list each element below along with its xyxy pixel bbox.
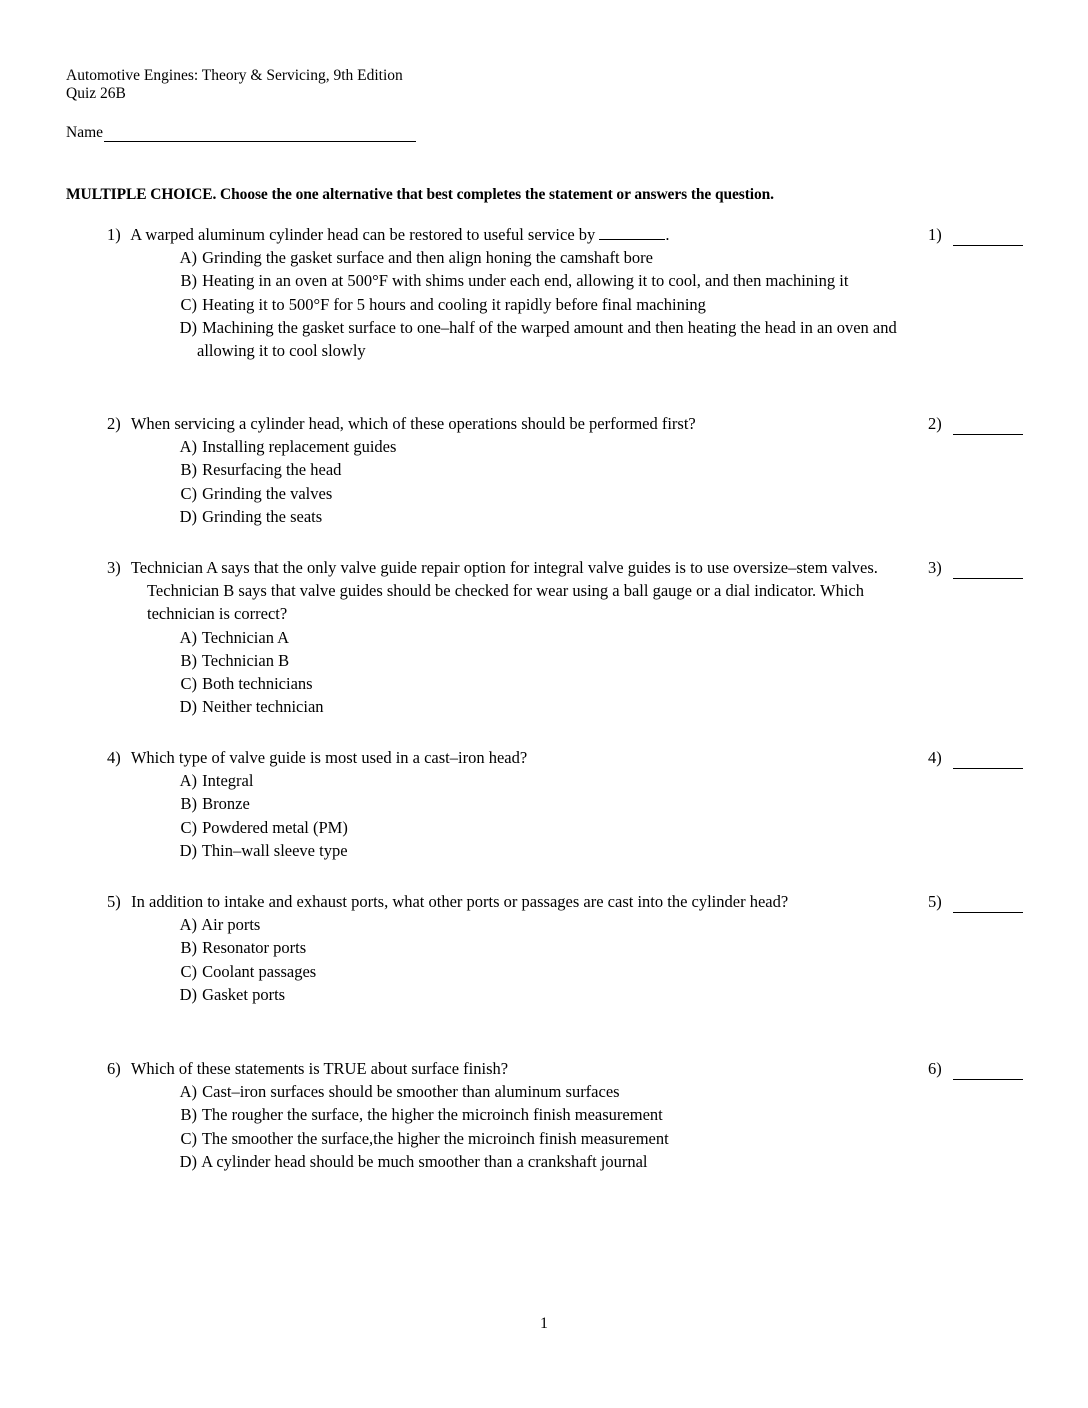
choice-letter: A) — [179, 915, 197, 935]
choice-text: Bronze — [202, 794, 250, 814]
choice-c[interactable] — [127, 672, 897, 695]
question-text: When servicing a cylinder head, which of these operations should be performed first? — [130, 414, 696, 433]
answer-label: 3) — [928, 558, 942, 577]
choice-text: Grinding the valves — [202, 483, 333, 503]
choice-text: A cylinder head should be much smoother than a crankshaft journal — [201, 1151, 648, 1171]
question-text: Which of these statements is TRUE about surface finish? — [130, 1059, 509, 1078]
choice-d[interactable] — [127, 316, 897, 362]
question-text: Technician A says that the only valve guide repair option for integral valve guides is to use oversize–stem valves. Technician B says that valve guides should be checked for wear using a ball gauge or a dial indicator. Which technician is correct? — [130, 558, 878, 624]
answer-label: 4) — [928, 748, 942, 767]
answer-label: 6) — [928, 1059, 942, 1078]
choice-letter: B) — [180, 794, 197, 814]
choice-letter: C) — [180, 961, 197, 981]
choice-letter: A) — [179, 248, 197, 268]
name-label: Name — [66, 124, 104, 141]
choice-d[interactable] — [127, 695, 897, 718]
choice-text: Resurfacing the head — [202, 460, 342, 480]
answer-slot-5 — [928, 890, 1023, 913]
choice-text: Technician B — [201, 650, 290, 670]
choice-text: Both technicians — [202, 674, 313, 694]
answer-blank[interactable] — [953, 1063, 1023, 1080]
answer-blank[interactable] — [953, 562, 1023, 579]
choice-letter: C) — [180, 817, 197, 837]
question-stem: 6) Which of these statements is TRUE about surface finish? — [107, 1059, 509, 1078]
answer-slot-3 — [928, 556, 1023, 579]
choice-letter: D) — [179, 984, 197, 1004]
answer-slot-4 — [928, 746, 1023, 769]
question-1 — [107, 223, 897, 362]
question-stem: 2) When servicing a cylinder head, which of these operations should be performed first? — [107, 414, 696, 433]
choice-a[interactable] — [127, 913, 897, 936]
choice-a[interactable] — [127, 626, 897, 649]
choice-letter: D) — [179, 840, 197, 860]
choice-letter: B) — [180, 460, 197, 480]
question-3 — [107, 556, 897, 718]
question-4 — [107, 746, 897, 862]
choice-text: The rougher the surface, the higher the microinch finish measurement — [201, 1105, 663, 1125]
name-field-row — [66, 124, 416, 142]
choice-text: Gasket ports — [202, 984, 286, 1004]
choice-letter: D) — [179, 697, 197, 717]
answer-blank[interactable] — [953, 229, 1023, 246]
choice-b[interactable] — [127, 792, 897, 815]
answer-blank[interactable] — [953, 418, 1023, 435]
question-stem: 4) Which type of valve guide is most used in a cast–iron head? — [107, 748, 528, 767]
choice-text: Heating it to 500°F for 5 hours and cooling it rapidly before final machining — [202, 294, 706, 314]
answer-blank[interactable] — [953, 752, 1023, 769]
choice-b[interactable] — [127, 269, 897, 292]
choice-text: Grinding the seats — [202, 506, 323, 526]
choice-text: Technician A — [201, 627, 290, 647]
choice-letter: D) — [179, 1151, 197, 1171]
choice-d[interactable] — [127, 1150, 897, 1173]
choice-letter: A) — [179, 1082, 197, 1102]
choice-text: Cast–iron surfaces should be smoother than aluminum surfaces — [202, 1082, 620, 1102]
choice-d[interactable] — [127, 983, 897, 1006]
choice-letter: C) — [180, 1128, 197, 1148]
choice-c[interactable] — [127, 293, 897, 316]
answer-slot-6 — [928, 1057, 1023, 1080]
choice-c[interactable] — [127, 1127, 897, 1150]
choice-text: Coolant passages — [202, 961, 317, 981]
quiz-label: Quiz 26B — [66, 85, 126, 102]
document-title: Automotive Engines: Theory & Servicing, 9th Edition — [66, 67, 403, 84]
question-text: Which type of valve guide is most used in a cast–iron head? — [130, 748, 528, 767]
question-5 — [107, 890, 897, 1006]
answer-label: 1) — [928, 225, 942, 244]
question-stem: 3) Technician A says that the only valve guide repair option for integral valve guides is to use oversize–stem valves. Technician B says that valve guides should be checked for wear using a ball gauge or a dial indicator. Which technician is correct? — [107, 558, 878, 624]
answer-slot-1 — [928, 223, 1023, 246]
choice-a[interactable] — [127, 246, 897, 269]
choice-a[interactable] — [127, 435, 897, 458]
choice-letter: D) — [179, 317, 197, 337]
choice-text: Grinding the gasket surface and then align honing the camshaft bore — [202, 248, 653, 268]
choice-letter: B) — [180, 650, 197, 670]
question-stem: 5) In addition to intake and exhaust ports, what other ports or passages are cast into the cylinder head? — [107, 892, 789, 911]
question-text: A warped aluminum cylinder head can be restored to useful service by — [130, 225, 596, 244]
choice-d[interactable] — [127, 839, 897, 862]
choice-a[interactable] — [127, 1080, 897, 1103]
question-2 — [107, 412, 897, 528]
choice-text: The smoother the surface,the higher the microinch finish measurement — [201, 1128, 669, 1148]
choice-b[interactable] — [127, 936, 897, 959]
choice-b[interactable] — [127, 458, 897, 481]
choice-c[interactable] — [127, 960, 897, 983]
choice-letter: B) — [180, 1105, 197, 1125]
choice-c[interactable] — [127, 482, 897, 505]
section-instructions: MULTIPLE CHOICE. Choose the one alternative that best completes the statement or answers the question. — [66, 186, 774, 203]
choice-letter: B) — [180, 271, 197, 291]
question-suffix: . — [665, 225, 670, 244]
choice-letter: C) — [180, 674, 197, 694]
question-6 — [107, 1057, 897, 1173]
choice-letter: A) — [179, 627, 197, 647]
choice-text: Thin–wall sleeve type — [201, 840, 348, 860]
choice-b[interactable] — [127, 649, 897, 672]
choice-letter: B) — [180, 938, 197, 958]
choice-text: Powdered metal (PM) — [202, 817, 348, 837]
choice-text: Heating in an oven at 500°F with shims under each end, allowing it to cool, and then machining it — [202, 271, 849, 291]
choice-b[interactable] — [127, 1103, 897, 1126]
answer-label: 5) — [928, 892, 942, 911]
answer-slot-2 — [928, 412, 1023, 435]
choice-letter: C) — [180, 294, 197, 314]
choice-text: Installing replacement guides — [202, 437, 397, 457]
choice-text: Resonator ports — [202, 938, 307, 958]
name-input-line[interactable] — [104, 127, 416, 142]
choice-d[interactable] — [127, 505, 897, 528]
choice-text: Machining the gasket surface to one–half of the warped amount and then heating the head in an oven and allowing it to cool slowly — [197, 317, 897, 361]
page-number: 1 — [540, 1315, 548, 1332]
choice-letter: A) — [179, 771, 197, 791]
fill-in-blank — [599, 225, 665, 240]
question-text: In addition to intake and exhaust ports, what other ports or passages are cast into the cylinder head? — [131, 892, 789, 911]
choice-text: Neither technician — [202, 697, 324, 717]
choice-c[interactable] — [127, 816, 897, 839]
choice-a[interactable] — [127, 769, 897, 792]
answer-blank[interactable] — [953, 896, 1023, 913]
choice-letter: A) — [179, 437, 197, 457]
choice-letter: C) — [180, 483, 197, 503]
answer-label: 2) — [928, 414, 942, 433]
choice-text: Integral — [202, 771, 254, 791]
question-stem: 1) A warped aluminum cylinder head can be restored to useful service by . — [107, 225, 670, 244]
choice-text: Air ports — [201, 915, 261, 935]
choice-letter: D) — [179, 506, 197, 526]
